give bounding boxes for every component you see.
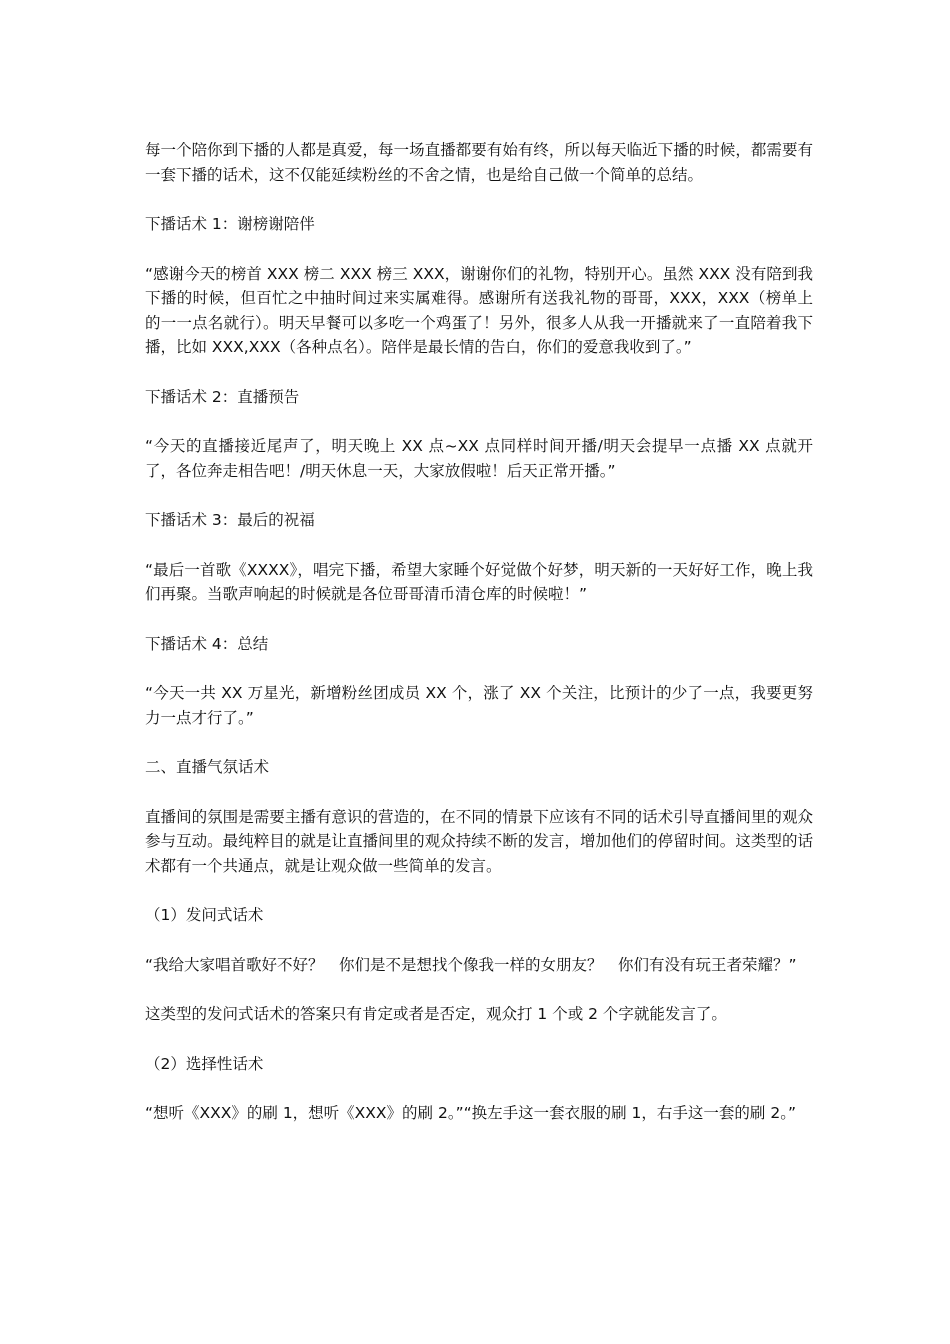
explanation-paragraph: 这类型的发问式话术的答案只有肯定或者是否定，观众打 1 个或 2 个字就能发言了。	[145, 1005, 727, 1023]
document-body	[145, 138, 813, 1151]
subsection-heading-2: （2）选择性话术	[145, 1054, 264, 1073]
body-paragraph: 直播间的氛围是需要主播有意识的营造的，在不同的情景下应该有不同的话术引导直播间里的观众参与互动。最纯粹目的就是让直播间里的观众持续不断的发言，增加他们的停留时间。这类型的话术都有一个共通点，就是让观众做一些简单的发言。	[145, 807, 813, 875]
section-heading-3: 下播话术 3：最后的祝福	[145, 511, 315, 529]
quote-paragraph-5: “我给大家唱首歌好不好？ 你们是不是想找个像我一样的女朋友？ 你们有没有玩王者荣耀？”	[145, 955, 797, 974]
section-heading-4: 下播话术 4：总结	[145, 634, 269, 653]
quote-paragraph-6: “想听《XXX》的刷 1，想听《XXX》的刷 2。”“换左手这一套衣服的刷 1，右手这一套的刷 2。”	[145, 1104, 796, 1122]
subsection-heading-1: （1）发问式话术	[145, 906, 264, 924]
quote-paragraph-4: “今天一共 XX 万星光，新增粉丝团成员 XX 个，涨了 XX 个关注，比预计的少了一点，我要更努力一点才行了。”	[145, 684, 813, 727]
intro-paragraph: 每一个陪你到下播的人都是真爱，每一场直播都要有始有终，所以每天临近下播的时候，都需要有一套下播的话术，这不仅能延续粉丝的不舍之情，也是给自己做一个简单的总结。	[145, 141, 813, 184]
quote-paragraph-3: “最后一首歌《XXXX》，唱完下播，希望大家睡个好觉做个好梦，明天新的一天好好工作，晚上我们再聚。当歌声响起的时候就是各位哥哥清币清仓库的时候啦！”	[145, 560, 813, 603]
section-heading-1: 下播话术 1：谢榜谢陪伴	[145, 215, 315, 233]
quote-paragraph-1: “感谢今天的榜首 XXX 榜二 XXX 榜三 XXX，谢谢你们的礼物，特别开心。虽然 XXX 没有陪到我下播的时候，但百忙之中抽时间过来实属难得。感谢所有送我礼物的哥哥，XXX，XXX（榜单上的一一点名就行）。明天早餐可以多吃一个鸡蛋了！另外，很多人从我一开播就来了一直陪着我下播，比如 XXX,XXX（各种点名）。陪伴是最长情的告白，你们的爱意我收到了。”	[145, 264, 813, 356]
chapter-heading: 二、直播气氛话术	[145, 758, 270, 776]
section-heading-2: 下播话术 2：直播预告	[145, 387, 300, 406]
quote-paragraph-2: “今天的直播接近尾声了，明天晚上 XX 点~XX 点同样时间开播/明天会提早一点播 XX 点就开了，各位奔走相告吧！/明天休息一天，大家放假啦！后天正常开播。”	[145, 437, 813, 480]
